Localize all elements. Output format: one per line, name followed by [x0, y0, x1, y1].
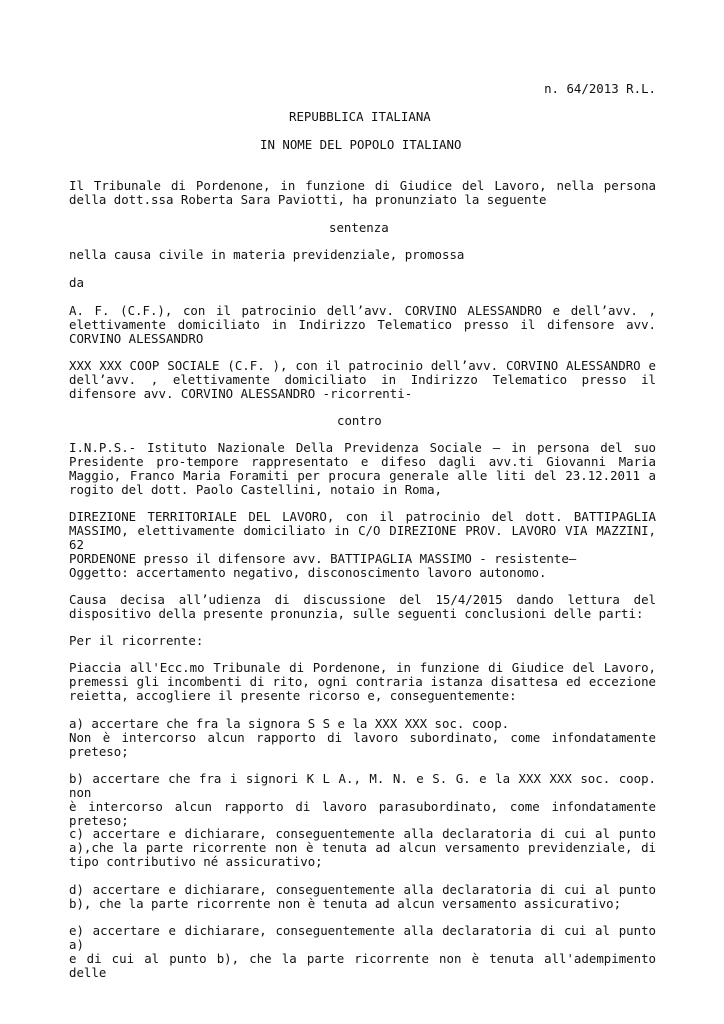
intro-line: Il Tribunale di Pordenone, in funzione di Giudice del Lavoro, nella persona: [69, 178, 656, 193]
inps-line: Maggio, Franco Maria Foramiti per procura generale alle liti del 23.12.2011 a: [69, 468, 656, 483]
piaccia-line: reietta, accogliere il presente ricorso e, conseguentemente:: [69, 688, 517, 703]
punto-e-line: e) accertare e dichiarare, conseguentemente alla declaratoria di cui al punto a): [69, 923, 656, 952]
causa-line: [69, 248, 656, 262]
punto-c-line: a),che la parte ricorrente non è tenuta ad alcun versamento previdenziale, di: [69, 840, 656, 855]
punto-b-line: preteso;: [69, 813, 129, 828]
in-name-heading-text: IN NOME DEL POPOLO ITALIANO: [260, 137, 462, 152]
republic-heading: [289, 110, 489, 124]
punto-d-line: d) accertare e dichiarare, conseguentemente alla declaratoria di cui al punto: [69, 882, 656, 897]
da-line: [69, 276, 656, 290]
per-ricorrente-line: [69, 634, 656, 648]
sentenza-text: sentenza: [329, 220, 389, 235]
da-text: da: [69, 275, 84, 290]
case-number: [69, 82, 656, 96]
punto-c-paragraph: [69, 827, 656, 869]
oggetto-text: Oggetto: accertamento negativo, disconoscimento lavoro autonomo.: [69, 565, 547, 580]
republic-heading-text: REPUBBLICA ITALIANA: [289, 109, 431, 124]
contro-text: contro: [337, 413, 382, 428]
inps-line: I.N.P.S.- Istituto Nazionale Della Previdenza Sociale – in persona del suo: [69, 440, 656, 455]
piaccia-line: premessi gli incombenti di rito, ogni contraria istanza disattesa ed eccezione: [69, 674, 656, 689]
punto-a-line: Non è intercorso alcun rapporto di lavoro subordinato, come infondatamente: [69, 730, 656, 745]
piaccia-paragraph: [69, 661, 656, 703]
ricorrente-2-paragraph: [69, 359, 656, 401]
inps-line: Presidente pro-tempore rappresentato e difeso dagli avv.ti Giovanni Maria: [69, 454, 656, 469]
oggetto-line: [69, 566, 656, 580]
causa-text: nella causa civile in materia previdenziale, promossa: [69, 247, 465, 262]
ricorrente-1-paragraph: [69, 304, 656, 346]
in-name-heading: [260, 138, 520, 152]
punto-e-paragraph: [69, 924, 656, 980]
punto-d-paragraph: [69, 883, 656, 911]
punto-e-line: e di cui al punto b), che la parte ricorrente non è tenuta all'adempimento delle: [69, 951, 656, 980]
punto-a-paragraph: [69, 717, 656, 759]
causa-decisa-line: dispositivo della presente pronunzia, sulle seguenti conclusioni delle parti:: [69, 606, 644, 621]
ricorrente-2-line: dell’avv. , elettivamente domiciliato in Indirizzo Telematico presso il: [69, 372, 656, 387]
intro-line: della dott.ssa Roberta Sara Paviotti, ha pronunziato la seguente: [69, 192, 547, 207]
ricorrente-1-line: A. F. (C.F.), con il patrocinio dell’avv. CORVINO ALESSANDRO e dell’avv. ,: [69, 303, 656, 318]
ricorrente-2-line: XXX XXX COOP SOCIALE (C.F. ), con il patrocinio dell’avv. CORVINO ALESSANDRO e: [69, 358, 656, 373]
ricorrente-1-line: CORVINO ALESSANDRO: [69, 331, 204, 346]
ricorrente-2-line: difensore avv. CORVINO ALESSANDRO -ricorrenti-: [69, 386, 413, 401]
per-ricorrente-text: Per il ricorrente:: [69, 633, 204, 648]
causa-decisa-line: Causa decisa all’udienza di discussione del 15/4/2015 dando lettura del: [69, 592, 656, 607]
punto-c-line: tipo contributivo né assicurativo;: [69, 854, 323, 869]
direzione-line: DIREZIONE TERRITORIALE DEL LAVORO, con il patrocinio del dott. BATTIPAGLIA: [69, 509, 656, 524]
punto-a-line: a) accertare che fra la signora S S e la XXX XXX soc. coop.: [69, 716, 510, 731]
direzione-paragraph: [69, 510, 656, 566]
direzione-line: MASSIMO, elettivamente domiciliato in C/O DIREZIONE PROV. LAVORO VIA MAZZINI, 62: [69, 523, 656, 552]
ricorrente-1-line: elettivamente domiciliato in Indirizzo Telematico presso il difensore avv.: [69, 317, 656, 332]
direzione-line: PORDENONE presso il difensore avv. BATTIPAGLIA MASSIMO - resistente–: [69, 551, 577, 566]
inps-paragraph: [69, 441, 656, 497]
sentenza-heading: [329, 221, 429, 235]
punto-c-line: c) accertare e dichiarare, conseguentemente alla declaratoria di cui al punto: [69, 826, 656, 841]
punto-b-line: è intercorso alcun rapporto di lavoro parasubordinato, come infondatamente: [69, 799, 656, 814]
contro-heading: [337, 414, 417, 428]
piaccia-line: Piaccia all'Ecc.mo Tribunale di Pordenone, in funzione di Giudice del Lavoro,: [69, 660, 656, 675]
intro-paragraph: [69, 179, 656, 207]
punto-d-line: b), che la parte ricorrente non è tenuta ad alcun versamento assicurativo;: [69, 896, 622, 911]
punto-b-line: b) accertare che fra i signori K L A., M. N. e S. G. e la XXX XXX soc. coop. non: [69, 771, 656, 800]
case-number-text: n. 64/2013 R.L.: [544, 81, 656, 96]
punto-b-paragraph: [69, 772, 656, 828]
inps-line: rogito del dott. Paolo Castellini, notaio in Roma,: [69, 482, 442, 497]
punto-a-line: preteso;: [69, 744, 129, 759]
causa-decisa-paragraph: [69, 593, 656, 621]
